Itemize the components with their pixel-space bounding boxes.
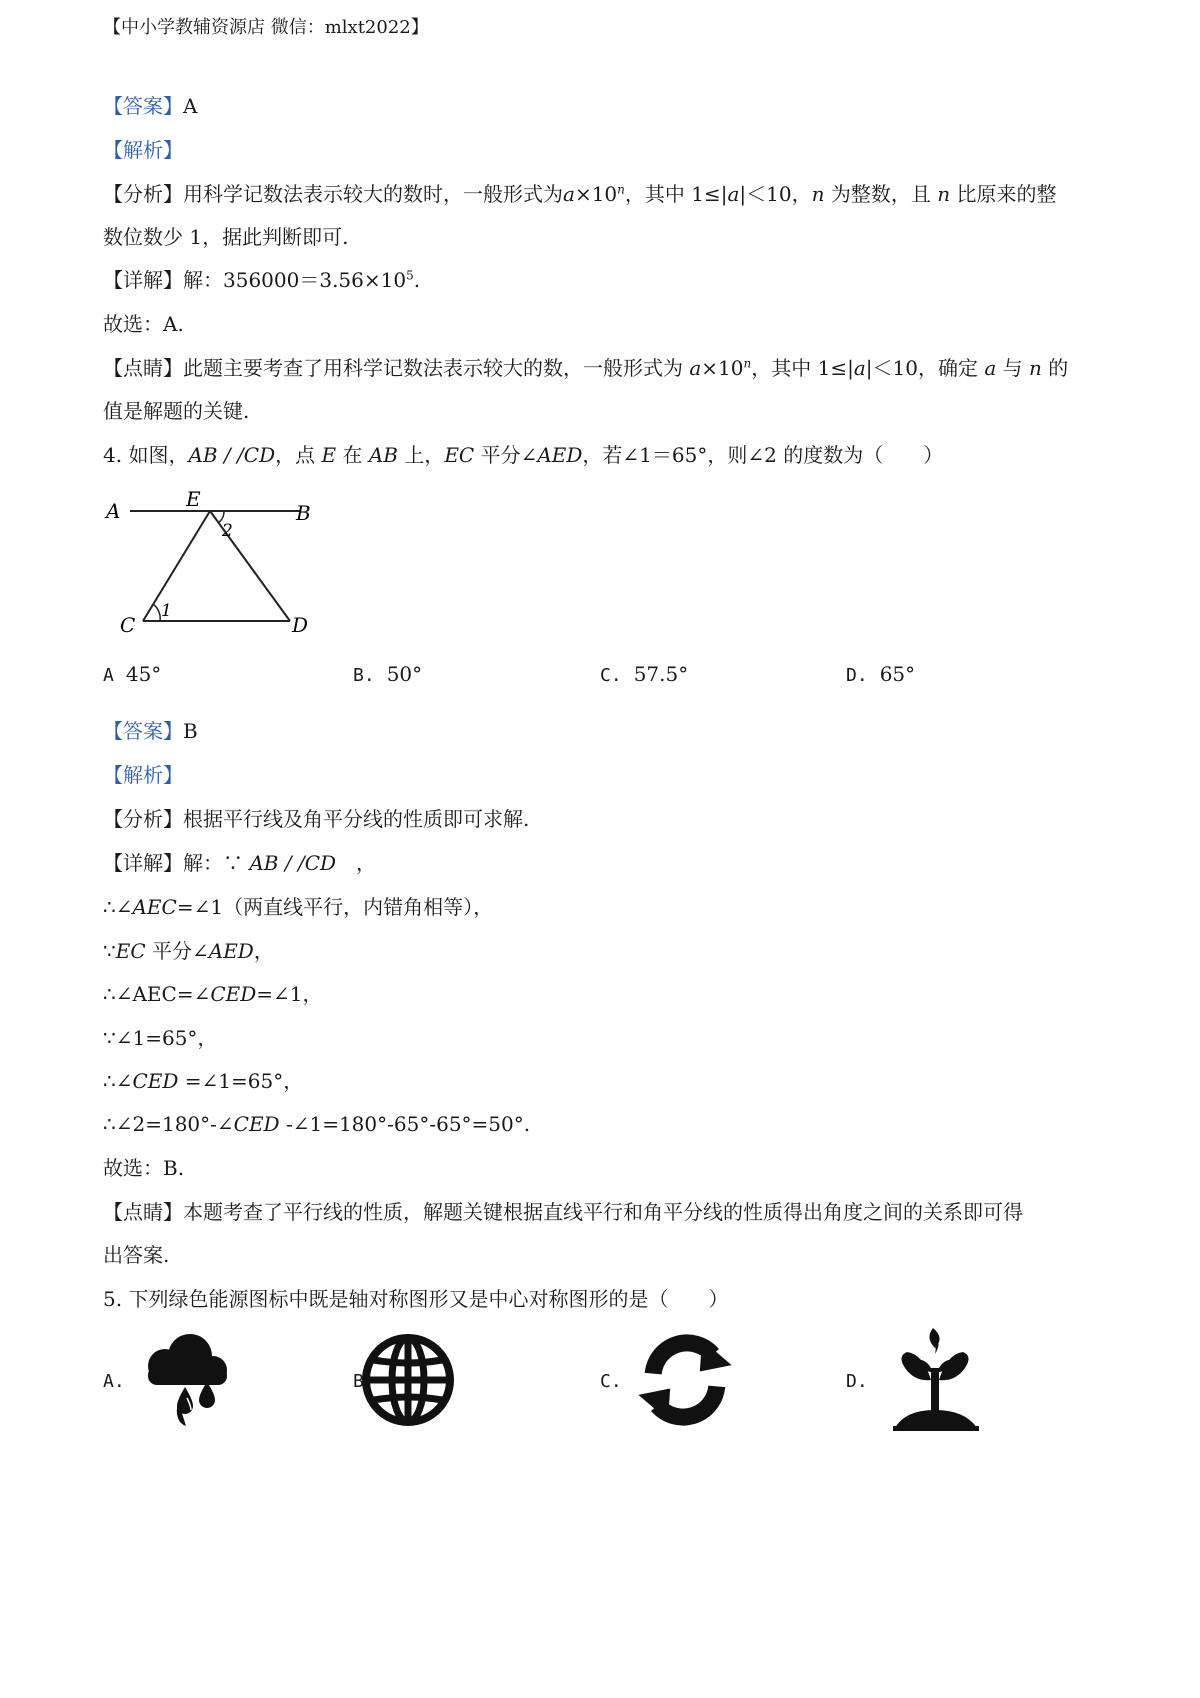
text: 本题考查了平行线的性质，解题关键根据直线平行和角平分线的性质得出角度之间的关系即可得	[183, 1200, 1023, 1224]
text: ∵	[103, 939, 116, 963]
dianjing-tag: 【点睛】	[103, 1200, 183, 1224]
text: 的	[1041, 356, 1069, 380]
text: 解：356000＝3.56×10	[183, 268, 407, 292]
var-aed: AED	[537, 443, 583, 467]
sprout-icon	[885, 1328, 985, 1432]
var-a: a	[727, 182, 740, 206]
var: AEC	[132, 895, 177, 919]
rain-cloud-icon	[135, 1330, 235, 1430]
text: ，其中 1≤|	[751, 356, 854, 380]
text: =∠1，	[256, 982, 323, 1006]
var: CED	[132, 1069, 179, 1093]
q4-option-b[interactable]	[353, 660, 422, 690]
text: 根据平行线及角平分线的性质即可求解.	[183, 807, 530, 831]
header-shop-info: 【中小学教辅资源店 微信：mlxt2022】	[103, 17, 429, 38]
option-label: A.	[103, 1371, 125, 1392]
q4-fenxi-line	[103, 805, 529, 833]
text: ∴∠2=180°-∠	[103, 1112, 234, 1136]
math-ab-parallel-cd: AB / /CD	[249, 851, 337, 875]
var-a: a	[563, 182, 575, 206]
text: -∠1=180°-65°-65°=50°.	[279, 1112, 531, 1136]
label-e: E	[186, 487, 201, 511]
var: CED	[233, 1112, 280, 1136]
q5-option-a[interactable]	[103, 1366, 137, 1396]
exp-n: n	[617, 182, 625, 197]
q4-dianjing-line1	[103, 1198, 1023, 1226]
answer-tag: 【答案】	[103, 94, 183, 118]
text: 上，	[397, 443, 445, 467]
text: 用科学记数法表示较大的数时，一般形式为	[183, 182, 563, 206]
q3-choose-line: 故选：A.	[103, 312, 184, 336]
text: 平分∠	[474, 443, 538, 467]
text: 与	[996, 356, 1029, 380]
option-label: B.	[353, 665, 375, 686]
answer-tag: 【答案】	[103, 719, 183, 743]
q4-step2	[103, 937, 274, 965]
var-n: n	[811, 182, 825, 206]
var-a: a	[689, 356, 702, 380]
q3-fenxi-line2: 数位数少 1，据此判断即可.	[103, 225, 349, 249]
var-n: n	[1028, 356, 1042, 380]
q4-step3	[103, 980, 323, 1008]
q4-option-d[interactable]	[846, 660, 915, 690]
text: 4. 如图，	[103, 443, 189, 467]
option-text: 45°	[125, 662, 162, 686]
label-c: C	[120, 613, 136, 637]
q5-option-d[interactable]	[846, 1366, 880, 1396]
q4-option-a[interactable]	[103, 660, 161, 690]
text: ×10	[701, 356, 744, 380]
q3-xiangjie-line	[103, 266, 420, 294]
text: 比原来的整	[950, 182, 1057, 206]
q4-choose-line: 故选：B.	[103, 1156, 185, 1180]
exp-n: n	[743, 356, 752, 371]
option-label: C.	[600, 665, 622, 686]
text: 此题主要考查了用科学记数法表示较大的数，一般形式为	[183, 356, 690, 380]
globe-icon	[358, 1330, 458, 1430]
option-text: 57.5°	[633, 662, 689, 686]
q4-step4: ∵∠1=65°，	[103, 1026, 218, 1050]
xiangjie-tag: 【详解】	[103, 268, 183, 292]
option-label: B.	[353, 1371, 375, 1392]
var-a: a	[984, 356, 997, 380]
math-ab-parallel-cd: AB / /CD	[188, 443, 276, 467]
text: ∴∠AEC=∠	[103, 982, 211, 1006]
fenxi-tag: 【分析】	[103, 182, 183, 206]
label-angle-1: 1	[161, 601, 172, 621]
text: |＜10，	[739, 182, 812, 206]
recycle-arrows-icon	[632, 1327, 738, 1433]
q4-xiangjie-line	[103, 849, 376, 877]
answer-value: A	[183, 94, 198, 118]
text: ∴∠	[103, 895, 133, 919]
label-angle-2: 2	[222, 521, 233, 541]
text: 解：∵	[183, 851, 250, 875]
analysis-tag: 【解析】	[103, 138, 183, 162]
text: ∴∠	[103, 1069, 133, 1093]
text: 为整数，且	[824, 182, 938, 206]
text: ，	[336, 851, 377, 875]
xiangjie-tag: 【详解】	[103, 851, 183, 875]
q3-fenxi-line1	[103, 180, 1056, 208]
var: EC	[115, 939, 146, 963]
text: =∠1=65°，	[178, 1069, 304, 1093]
text: ，点	[275, 443, 322, 467]
q4-step6	[103, 1110, 530, 1138]
var-ab: AB	[368, 443, 398, 467]
option-text: 65°	[879, 662, 916, 686]
fenxi-tag: 【分析】	[103, 807, 183, 831]
q4-step1	[103, 893, 493, 921]
text: 在	[336, 443, 369, 467]
var-ec: EC	[444, 443, 475, 467]
text: ，	[253, 939, 274, 963]
label-a: A	[106, 499, 121, 523]
var-e: E	[321, 443, 337, 467]
q4-answer-line	[103, 717, 198, 745]
text: ，若∠1＝65°，则∠2 的度数为（ ）	[582, 443, 944, 467]
option-label: A	[103, 665, 114, 686]
text: |＜10，确定	[865, 356, 985, 380]
q4-option-c[interactable]	[600, 660, 688, 690]
q3-dianjing-line2: 值是解题的关键.	[103, 399, 250, 423]
var: AED	[208, 939, 254, 963]
label-d: D	[292, 613, 309, 637]
answer-value: B	[183, 719, 198, 743]
q5-stem: 5. 下列绿色能源图标中既是轴对称图形又是中心对称图形的是（ ）	[103, 1287, 729, 1311]
option-text: 50°	[386, 662, 423, 686]
q3-dianjing-line1	[103, 354, 1068, 382]
analysis-tag: 【解析】	[103, 763, 183, 787]
label-b: B	[296, 501, 311, 525]
text: ，其中 1≤|	[624, 182, 728, 206]
text: .	[413, 268, 421, 292]
dianjing-tag: 【点睛】	[103, 356, 183, 380]
q4-step5	[103, 1067, 303, 1095]
option-label: D.	[846, 1371, 868, 1392]
var-a: a	[853, 356, 866, 380]
option-label: C.	[600, 1371, 622, 1392]
q4-dianjing-line2: 出答案.	[103, 1243, 170, 1267]
text: ×10	[574, 182, 618, 206]
exp: 5	[406, 268, 414, 283]
q3-answer-line	[103, 92, 197, 120]
text: =∠1（两直线平行，内错角相等），	[176, 895, 494, 919]
q4-stem	[103, 441, 943, 469]
angle-arc-1	[153, 604, 160, 621]
geometry-figure	[100, 486, 340, 656]
q5-option-c[interactable]	[600, 1366, 634, 1396]
option-label: D.	[846, 665, 868, 686]
var: CED	[210, 982, 257, 1006]
text: 平分∠	[145, 939, 209, 963]
var-n: n	[937, 182, 951, 206]
